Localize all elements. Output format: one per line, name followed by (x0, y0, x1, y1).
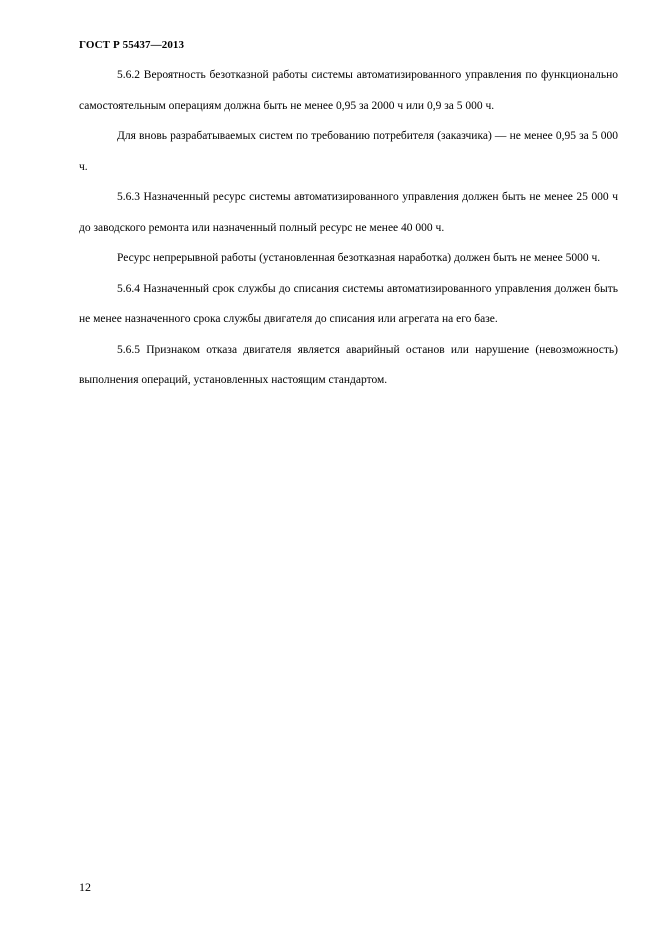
page-number: 12 (79, 880, 91, 894)
paragraph-5-6-3: 5.6.3 Назначенный ресурс системы автоматизированного управления должен быть не менее 25 000 ч до заводского ремонта или назначенный полный ресурс не менее 40 000 ч. (79, 191, 618, 234)
paragraph-new-systems: Для вновь разрабатываемых систем по требованию потребителя (заказчика) — не менее 0,95 за 5 000 ч. (79, 130, 618, 173)
document-header: ГОСТ Р 55437—2013 (79, 39, 185, 51)
document-body (79, 60, 618, 396)
paragraph-5-6-5: 5.6.5 Признаком отказа двигателя является аварийный останов или нарушение (невозможность) выполнения операций, установленных настоящим стандартом. (79, 343, 618, 386)
paragraph-continuous-resource: Ресурс непрерывной работы (установленная безотказная наработка) должен быть не менее 5000 ч. (117, 252, 601, 264)
paragraph-5-6-2: 5.6.2 Вероятность безотказной работы системы автоматизированного управления по функционально самостоятельным операциям должна быть не менее 0,95 за 2000 ч или 0,9 за 5 000 ч. (79, 69, 618, 112)
paragraph-5-6-4: 5.6.4 Назначенный срок службы до списания системы автоматизированного управления должен быть не менее назначенного срока службы двигателя до списания или агрегата на его базе. (79, 282, 618, 325)
